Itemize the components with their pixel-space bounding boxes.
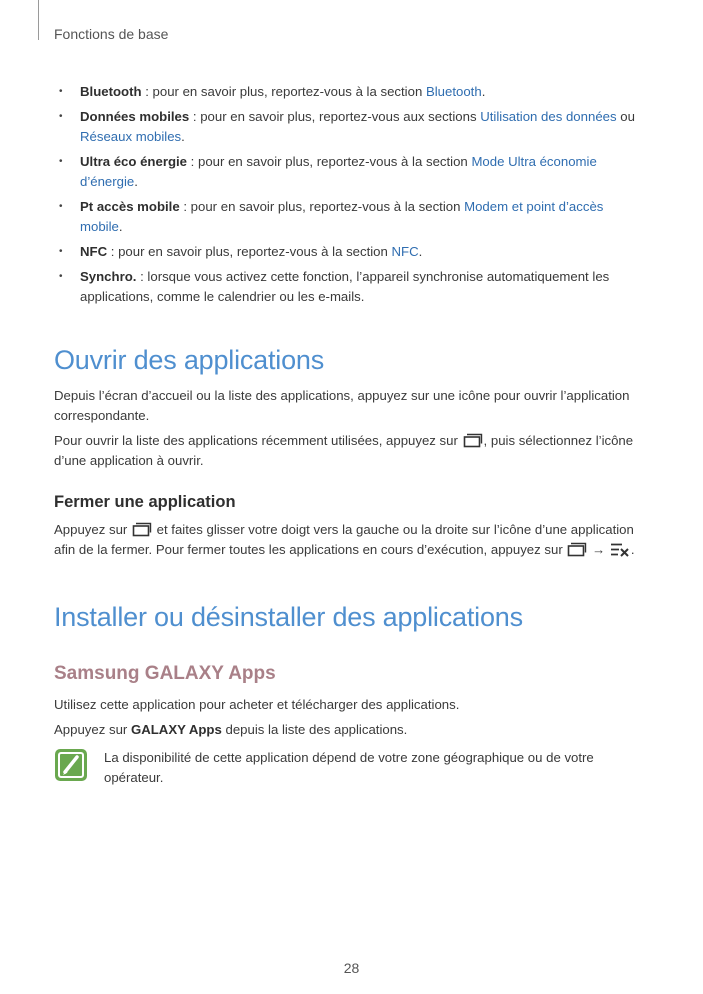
galaxy-apps-label: GALAXY Apps	[130, 722, 222, 737]
term: Données mobiles	[80, 109, 190, 124]
list-item-mobile-data: • Données mobiles : pour en savoir plus, reportez-vous aux sections Utilisation des données ou Réseaux mobiles.	[54, 107, 644, 147]
section-heading-install: Installer ou désinstaller des applications	[54, 602, 523, 632]
subheading-galaxy-apps: Samsung GALAXY Apps	[54, 663, 276, 684]
paragraph-tap-galaxy-apps: Appuyez sur GALAXY Apps depuis la liste des applications.	[54, 722, 408, 737]
close-all-icon	[610, 542, 630, 557]
note-pencil-icon	[54, 748, 88, 782]
term: Pt accès mobile	[80, 199, 180, 214]
paragraph-open-apps: Depuis l’écran d’accueil ou la liste des applications, appuyez sur une icône pour ouvrir l’application correspondante.	[54, 388, 630, 423]
list-item-hotspot: • Pt accès mobile : pour en savoir plus, reportez-vous à la section Modem et point d’accès mobile.	[54, 197, 644, 237]
list-item-bluetooth: • Bluetooth : pour en savoir plus, reportez-vous à la section Bluetooth.	[54, 82, 644, 102]
link-data-usage[interactable]: Utilisation des données	[480, 109, 617, 124]
paragraph-close-app: Appuyez sur et faites glisser votre doigt vers la gauche ou la droite sur l’icône d’une application afin de la fermer. Pour fermer toutes les applications en cours d’exécution, appuyez sur → .	[54, 522, 635, 557]
running-header: Fonctions de base	[54, 26, 169, 42]
recent-apps-icon	[132, 522, 152, 537]
note-text: La disponibilité de cette application dépend de votre zone géographique ou de votre opérateur.	[104, 750, 594, 785]
arrow: →	[588, 542, 609, 557]
term: Ultra éco énergie	[80, 154, 188, 169]
feature-list	[54, 82, 644, 307]
list-item-ultra-power: • Ultra éco énergie : pour en savoir plus, reportez-vous à la section Mode Ultra économie d’énergie.	[54, 152, 644, 192]
link-hotspot[interactable]: Modem et point d’accès mobile	[80, 199, 604, 234]
recent-apps-icon	[567, 542, 587, 557]
page-number: 28	[343, 960, 360, 976]
link-nfc[interactable]: NFC	[391, 244, 419, 259]
note-box	[54, 748, 644, 788]
section-heading-open-apps: Ouvrir des applications	[54, 345, 325, 375]
recent-apps-icon	[463, 433, 483, 448]
subheading-close-app: Fermer une application	[54, 493, 236, 511]
term: Synchro.	[80, 269, 137, 284]
list-item-nfc: • NFC : pour en savoir plus, reportez-vous à la section NFC.	[54, 242, 644, 262]
list-item-sync: • Synchro. : lorsque vous activez cette fonction, l’appareil synchronise automatiquement les applications, comme le calendrier ou les e-mails.	[54, 267, 644, 307]
term: Bluetooth	[80, 84, 142, 99]
term: NFC	[80, 244, 108, 259]
link-ultra-power-mode[interactable]: Mode Ultra économie d’énergie	[80, 154, 597, 189]
page-content	[54, 82, 644, 788]
margin-rule	[38, 0, 39, 40]
link-bluetooth[interactable]: Bluetooth	[425, 84, 482, 99]
paragraph-recent-apps: Pour ouvrir la liste des applications récemment utilisées, appuyez sur , puis sélectionnez l’icône d’une application à ouvrir.	[54, 433, 634, 468]
paragraph-galaxy-apps: Utilisez cette application pour acheter et télécharger des applications.	[54, 697, 460, 712]
link-mobile-networks[interactable]: Réseaux mobiles	[80, 129, 182, 144]
